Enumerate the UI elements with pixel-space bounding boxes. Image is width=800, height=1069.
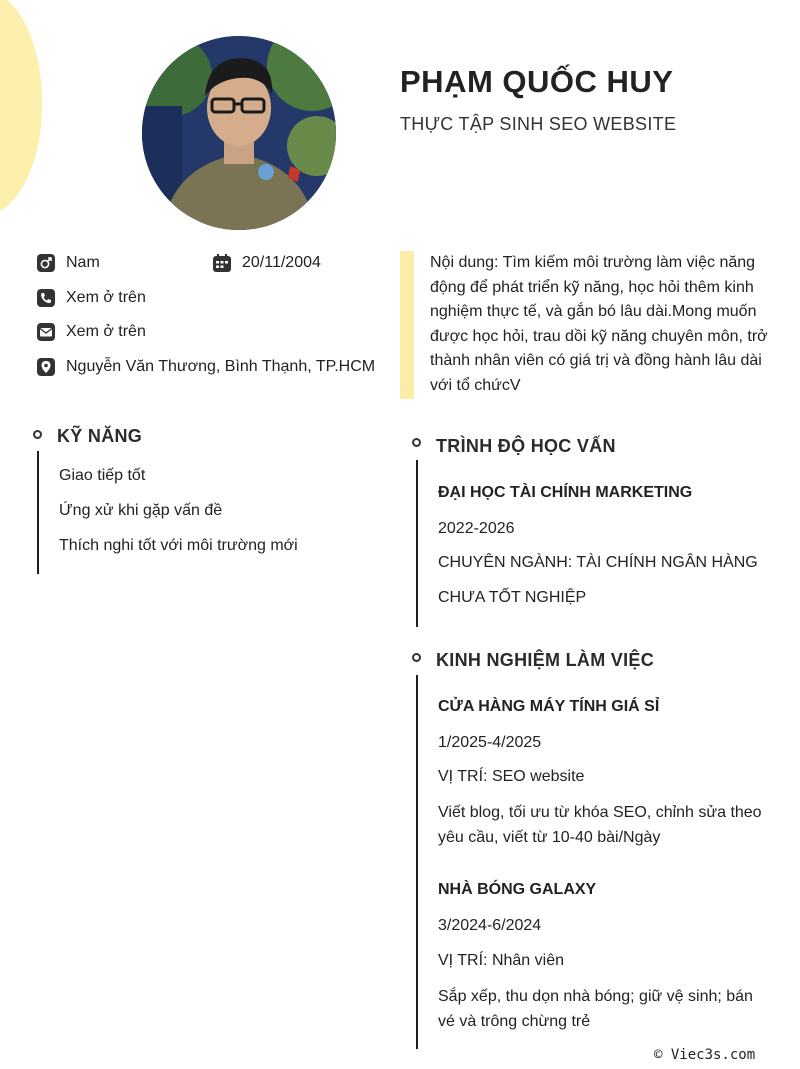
- job-company: NHÀ BÓNG GALAXY: [438, 881, 597, 898]
- avatar: [142, 36, 336, 230]
- skills-heading: KỸ NĂNG: [57, 426, 143, 446]
- email-row: [36, 322, 146, 342]
- job-description: Viết blog, tối ưu từ khóa SEO, chỉnh sửa theo yêu cầu, viết từ 10-40 bài/Ngày: [438, 804, 762, 846]
- decorative-shape: [0, 0, 42, 216]
- skill-item: Ứng xử khi gặp vấn đề: [59, 502, 223, 519]
- experience-heading: KINH NGHIỆM LÀM VIỆC: [436, 650, 655, 670]
- location-pin-icon: [36, 357, 56, 377]
- job-position: VỊ TRÍ: Nhân viên: [438, 952, 564, 969]
- job-title: THỰC TẬP SINH SEO WEBSITE: [400, 114, 677, 134]
- footer-copyright: © Viec3s.com: [654, 1047, 756, 1063]
- school-name: ĐẠI HỌC TÀI CHÍNH MARKETING: [438, 484, 693, 501]
- job-period: 1/2025-4/2025: [438, 734, 542, 751]
- birthday-value: 20/11/2004: [242, 254, 321, 271]
- education-years: 2022-2026: [438, 520, 515, 537]
- phone-value: Xem ở trên: [66, 289, 146, 306]
- skills-timeline: [37, 451, 39, 574]
- mail-icon: [36, 322, 56, 342]
- education-bullet-icon: [412, 438, 421, 447]
- gender-icon: [36, 253, 56, 273]
- address-value: Nguyễn Văn Thương, Bình Thạnh, TP.HCM: [66, 358, 376, 375]
- skills-bullet-icon: [33, 430, 42, 439]
- gender-row: [36, 253, 100, 273]
- job-position: VỊ TRÍ: SEO website: [438, 768, 585, 785]
- job-period: 3/2024-6/2024: [438, 917, 542, 934]
- address-row: [36, 357, 375, 377]
- job-company: CỬA HÀNG MÁY TÍNH GIÁ SỈ: [438, 698, 660, 715]
- email-value: Xem ở trên: [66, 323, 146, 340]
- job-description: Sắp xếp, thu dọn nhà bóng; giữ vệ sinh; bán vé và trông chừng trẻ: [438, 988, 753, 1030]
- birthday-row: [212, 253, 321, 273]
- education-major: CHUYÊN NGÀNH: TÀI CHÍNH NGÂN HÀNG: [438, 554, 758, 571]
- gender-value: Nam: [66, 254, 100, 271]
- career-objective: Nội dung: Tìm kiếm môi trường làm việc năng động để phát triển kỹ năng, học hỏi thêm kinh nghiệm thực tế, và gắn bó lâu dài.Mong muốn được học hỏi, trau dồi kỹ năng chuyên môn, trở thành nhân viên có giá trị và đồng hành lâu dài với tổ chứcV: [430, 254, 768, 394]
- skill-item: Giao tiếp tốt: [59, 467, 146, 484]
- experience-bullet-icon: [412, 653, 421, 662]
- phone-icon: [36, 288, 56, 308]
- education-status: CHƯA TỐT NGHIỆP: [438, 589, 587, 606]
- education-heading: TRÌNH ĐỘ HỌC VẤN: [436, 436, 616, 456]
- skill-item: Thích nghi tốt với môi trường mới: [59, 537, 298, 554]
- education-timeline: [416, 460, 418, 627]
- phone-row: [36, 288, 146, 308]
- experience-timeline: [416, 675, 418, 1049]
- objective-accent-bar: [400, 251, 414, 399]
- calendar-icon: [212, 253, 232, 273]
- candidate-name: PHẠM QUỐC HUY: [400, 64, 674, 99]
